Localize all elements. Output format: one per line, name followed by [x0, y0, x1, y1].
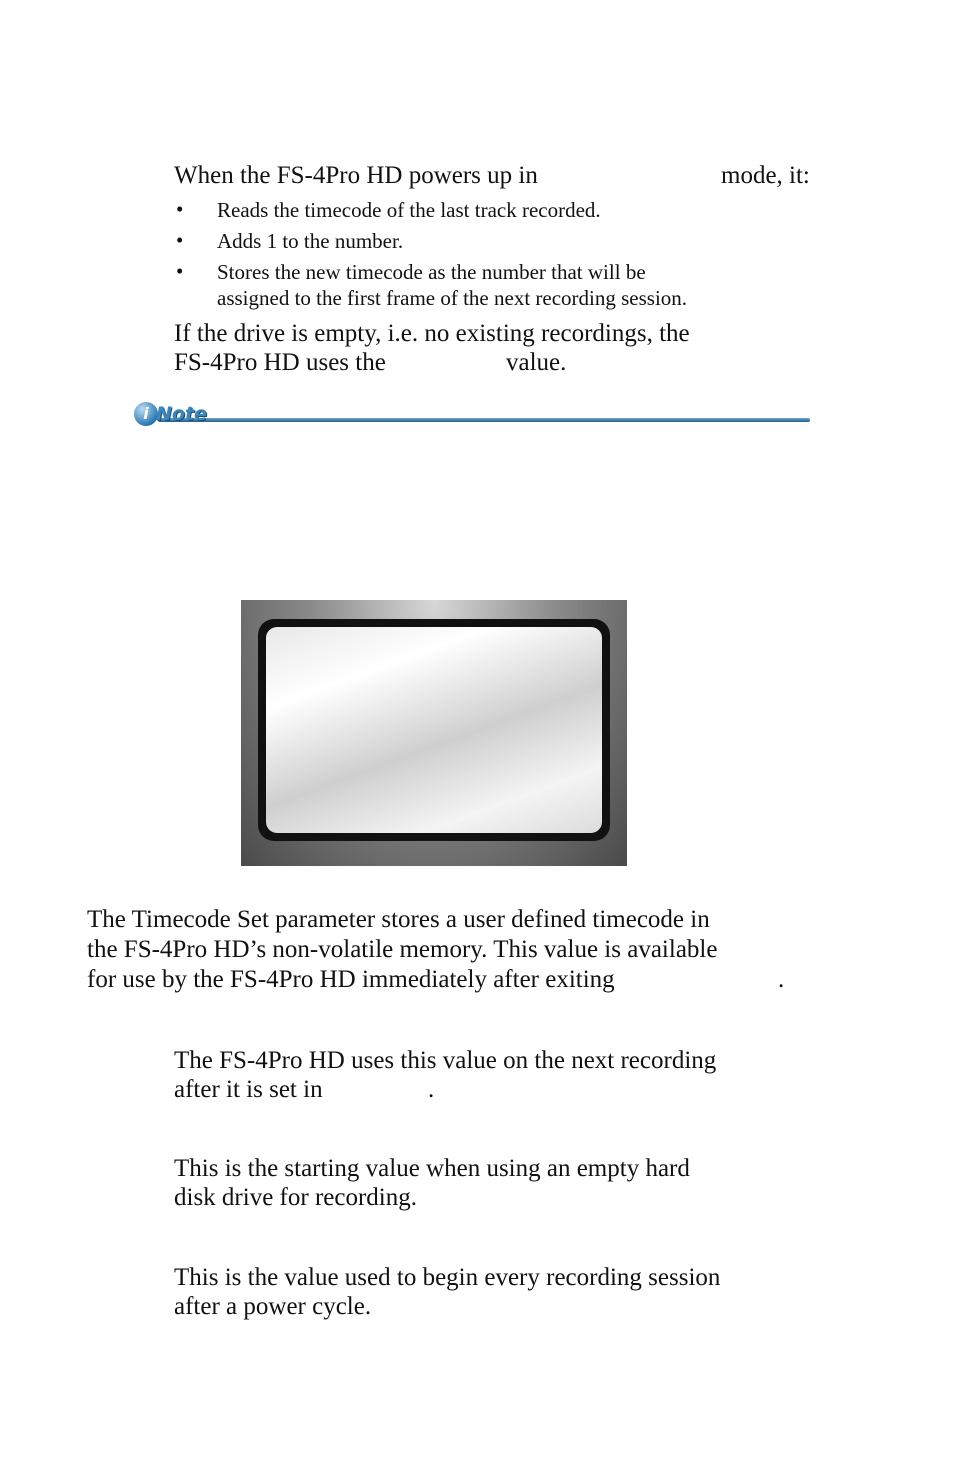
list-item: Adds 1 to the number.: [217, 229, 404, 253]
timecode-set-line-3-end: .: [778, 966, 785, 993]
info-icon: i: [134, 402, 158, 426]
item-1-line-2-end: .: [428, 1076, 435, 1103]
item-2-line-1: This is the starting value when using an empty hard: [174, 1155, 690, 1182]
item-3-line-1: This is the value used to begin every recording session: [174, 1264, 721, 1291]
intro-text-end: mode, it:: [721, 162, 810, 189]
lcd-screen-image: [241, 600, 627, 866]
item-2-line-2: disk drive for recording.: [174, 1184, 417, 1211]
list-item: Reads the timecode of the last track recorded.: [217, 198, 601, 222]
note-label: Note: [156, 403, 207, 425]
bullet-marker: •: [176, 197, 184, 221]
timecode-set-line-1: The Timecode Set parameter stores a user defined timecode in: [87, 906, 710, 933]
item-1-line-2: after it is set in: [174, 1076, 323, 1103]
bullet-marker: •: [176, 228, 184, 252]
empty-drive-line-1: If the drive is empty, i.e. no existing recordings, the: [174, 320, 690, 347]
list-item: Stores the new timecode as the number that will be: [217, 260, 646, 284]
note-divider: [158, 418, 810, 422]
item-3-line-2: after a power cycle.: [174, 1293, 372, 1320]
intro-text-start: When the FS-4Pro HD powers up in: [174, 162, 538, 189]
note-badge: [134, 402, 214, 428]
timecode-set-line-3: for use by the FS-4Pro HD immediately after exiting: [87, 966, 615, 993]
bullet-marker: •: [176, 259, 184, 283]
empty-drive-line-2-end: value.: [506, 349, 567, 376]
lcd-screen-bezel: [258, 619, 610, 841]
item-1-line-1: The FS-4Pro HD uses this value on the next recording: [174, 1047, 717, 1074]
timecode-set-line-2: the FS-4Pro HD’s non-volatile memory. This value is available: [87, 936, 718, 963]
empty-drive-line-2-start: FS-4Pro HD uses the: [174, 349, 386, 376]
lcd-screen-display: [266, 627, 602, 833]
list-item-continuation: assigned to the first frame of the next recording session.: [217, 286, 688, 310]
